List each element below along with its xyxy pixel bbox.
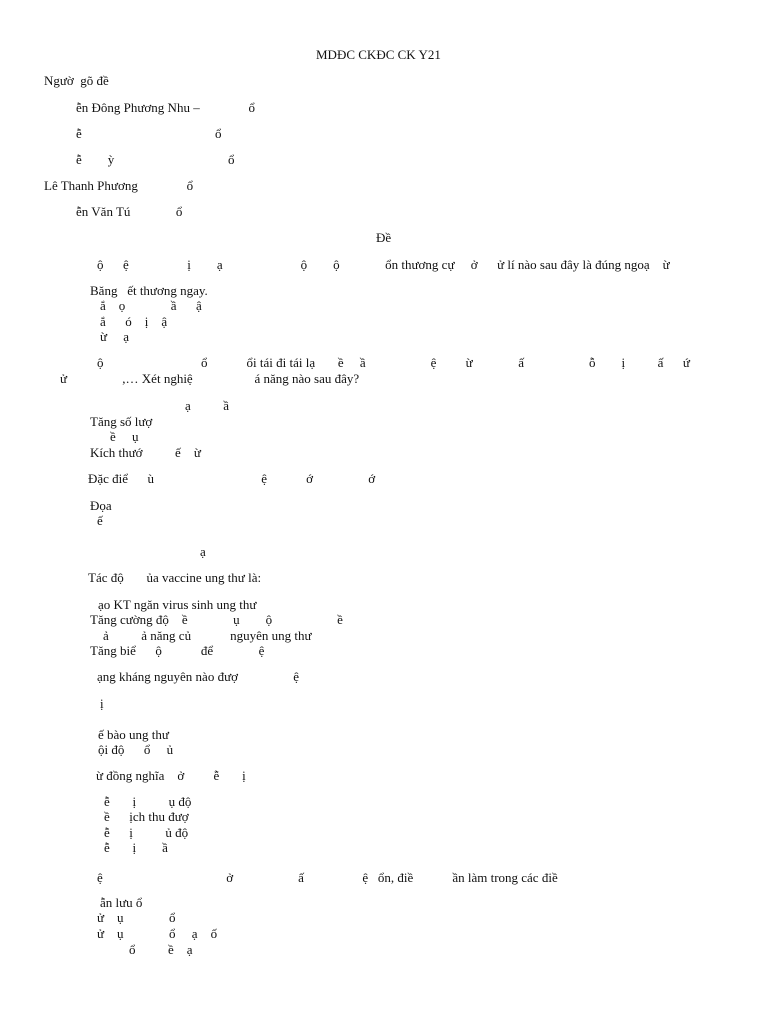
answer-option: ị — [100, 696, 104, 711]
answer-option: ế bào ung thư — [98, 727, 169, 742]
section-heading: Đề — [376, 230, 392, 245]
answer-option: ế — [97, 513, 103, 528]
text-line: ễn Văn Tú ổ — [76, 204, 183, 219]
answer-option: ẫn lưu ổ — [100, 895, 143, 910]
text-line: Ngườ gõ đề — [44, 73, 109, 88]
question-text: Tác độ ủa vaccine ung thư là: — [88, 570, 262, 585]
answer-option: ắ ọ ầ ậ — [100, 298, 202, 313]
answer-option: Tăng cường độ ề ụ ộ ề — [90, 612, 343, 627]
answer-option: ả ả năng củ nguyên ung thư — [103, 628, 312, 643]
answer-option: Tăng biể ộ để ệ — [90, 643, 265, 658]
text-line: Lê Thanh Phương ổ — [44, 178, 194, 193]
question-text: ộ ổ ổi tái đi tái lạ ề ầ ệ ừ ấ ỗ ị ấ ứ — [97, 355, 690, 370]
answer-option: ừ ạ — [100, 329, 130, 344]
question-text: ạng kháng nguyên nào đượ ệ — [97, 669, 300, 684]
answer-option: Tăng số lượ — [90, 414, 153, 429]
answer-option: ổ ề ạ — [129, 942, 193, 957]
answer-option: ạ ầ — [185, 398, 230, 413]
answer-option: ắ ó ị ậ — [100, 314, 168, 329]
answer-option: Băng ết thương ngay. — [90, 283, 208, 298]
answer-option: ễ ị ụ độ — [104, 794, 192, 809]
answer-option: ạo KT ngăn virus sinh ung thư — [98, 597, 257, 612]
answer-option: Đọa — [90, 498, 112, 513]
answer-option: ề ụ — [110, 429, 139, 444]
answer-option: ễ ị ủ độ — [104, 825, 189, 840]
text-line: ễn Đông Phương Nhu – ổ — [76, 100, 255, 115]
question-text: ộ ệ ị ạ ộ ộ ổn thương cự ở ử lí nào sau đây là đúng ngoạ ừ — [97, 257, 670, 272]
text-line: ễ ổ — [76, 126, 222, 141]
answer-option: ạ — [200, 544, 206, 559]
answer-option: ử ụ ổ — [97, 910, 176, 925]
answer-option: Kích thướ ế ừ — [90, 445, 201, 460]
question-text: ừ đồng nghĩa ở ễ ị — [96, 768, 246, 783]
answer-option: ội độ ổ ủ — [98, 742, 174, 757]
answer-option: ử ụ ổ ạ ố — [97, 926, 218, 941]
question-text: Đặc điể ù ệ ớ ớ — [88, 471, 376, 486]
question-text: ệ ở ấ ệ ổn, điề ần làm trong các điề — [97, 870, 558, 885]
answer-option: ề ịch thu đượ — [104, 809, 189, 824]
text-line: ễ ỳ ổ — [76, 152, 235, 167]
answer-option: ễ ị ầ — [104, 840, 168, 855]
question-text: ử ,… Xét nghiệ á năng nào sau đây? — [60, 371, 360, 386]
document-title: MDĐC CKĐC CK Y21 — [316, 47, 441, 62]
